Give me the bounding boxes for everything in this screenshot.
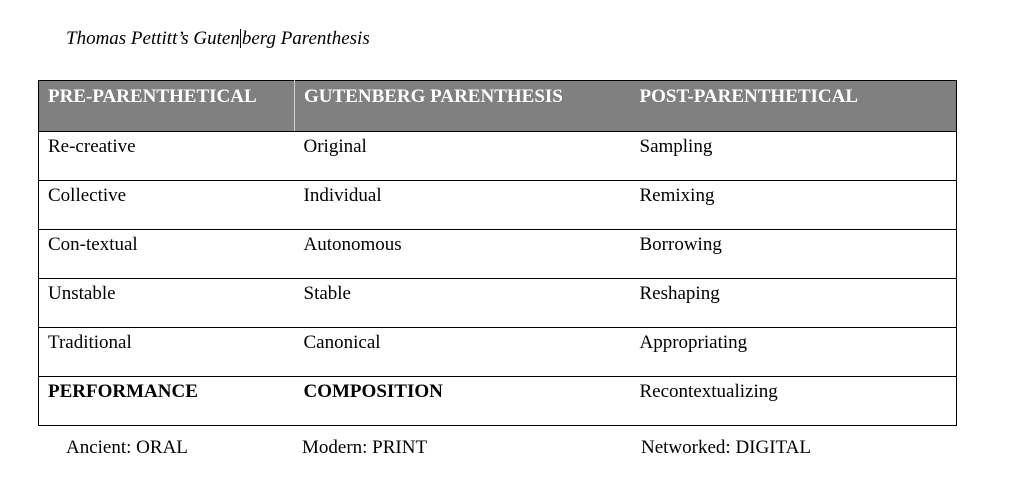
- title-text-start: Thomas Pettitt’s Guten: [66, 28, 240, 49]
- table-cell: Re-creative: [39, 132, 295, 181]
- table-cell: Reshaping: [631, 279, 957, 328]
- era-label-digital: Networked: DIGITAL: [641, 437, 811, 458]
- table-cell: Original: [295, 132, 631, 181]
- parenthesis-table: [38, 80, 957, 426]
- table-row: [39, 377, 957, 426]
- table-cell: Borrowing: [631, 230, 957, 279]
- table-cell: Sampling: [631, 132, 957, 181]
- table-cell: COMPOSITION: [303, 381, 443, 402]
- table-cell: Stable: [295, 279, 631, 328]
- table-cell: Recontextualizing: [639, 381, 778, 402]
- document-title: [66, 28, 370, 50]
- table-cell: Con-textual: [39, 230, 295, 279]
- table-cell: Individual: [295, 181, 631, 230]
- table-row: [39, 279, 957, 328]
- table-row: [39, 132, 957, 181]
- table-cell: Canonical: [295, 328, 631, 377]
- title-text-end: berg Parenthesis: [241, 28, 370, 49]
- era-label-print: Modern: PRINT: [302, 437, 428, 458]
- table-row: [39, 181, 957, 230]
- table-cell: Appropriating: [631, 328, 957, 377]
- table-row: [39, 328, 957, 377]
- table-cell: PERFORMANCE: [48, 381, 198, 402]
- table-cell: Collective: [39, 181, 295, 230]
- header-pre-parenthetical: PRE-PARENTHETICAL: [39, 81, 295, 132]
- era-label-oral: Ancient: ORAL: [66, 437, 188, 458]
- table-row: [39, 230, 957, 279]
- header-gutenberg-parenthesis: GUTENBERG PARENTHESIS: [295, 81, 631, 132]
- header-post-parenthetical: POST-PARENTHETICAL: [631, 81, 957, 132]
- table-cell: Traditional: [39, 328, 295, 377]
- table-cell: Unstable: [39, 279, 295, 328]
- table-cell: Remixing: [631, 181, 957, 230]
- table-header-row: [39, 81, 957, 132]
- table-cell: Autonomous: [295, 230, 631, 279]
